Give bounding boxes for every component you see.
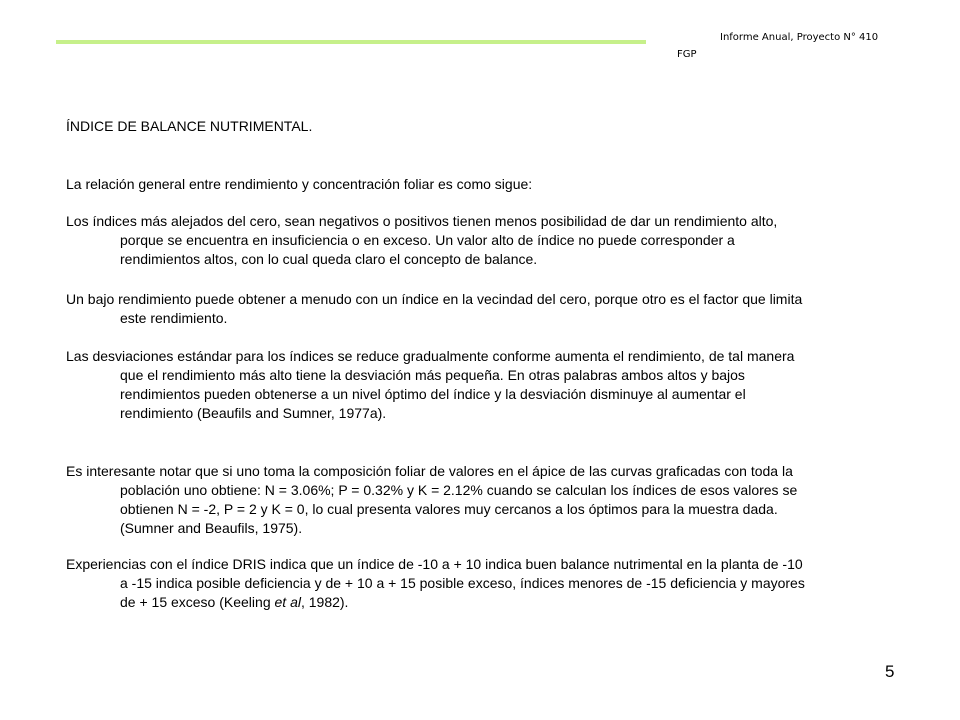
paragraph-line: a -15 indica posible deficiencia y de + 10 a + 15 posible exceso, índices menores de -15 deficiencia y mayores — [120, 575, 805, 591]
citation-et-al: et al — [274, 594, 301, 610]
paragraph-line: Las desviaciones estándar para los índices se reduce gradualmente conforme aumenta el rendimiento, de tal manera — [66, 348, 795, 364]
paragraph-line: La relación general entre rendimiento y concentración foliar es como sigue: — [66, 176, 533, 192]
organization-label: FGP — [677, 49, 697, 60]
page-number: 5 — [885, 662, 895, 681]
paragraph-line: Es interesante notar que si uno toma la composición foliar de valores en el ápice de las curvas graficadas con toda la — [66, 463, 793, 479]
paragraph-line: que el rendimiento más alto tiene la desviación más pequeña. En otras palabras ambos altos y bajos — [120, 367, 745, 383]
paragraph-line: obtienen N = -2, P = 2 y K = 0, lo cual presenta valores muy cercanos a los óptimos para la muestra dada. — [120, 501, 778, 517]
paragraph-line: rendimientos pueden obtenerse a un nivel óptimo del índice y la desviación disminuye al aumentar el — [120, 386, 746, 402]
paragraph-dris — [66, 555, 916, 612]
paragraph-indices-far — [66, 212, 916, 269]
report-title: Informe Anual, Proyecto N° 410 — [720, 32, 879, 43]
paragraph-line: Experiencias con el índice DRIS indica que un índice de -10 a + 10 indica buen balance nutrimental en la planta de -10 — [66, 556, 803, 572]
paragraph-line: este rendimiento. — [120, 310, 228, 326]
paragraph-line: rendimiento (Beaufils and Sumner, 1977a). — [120, 405, 387, 421]
header-rule — [56, 40, 646, 44]
paragraph-composition — [66, 462, 916, 538]
section-heading: ÍNDICE DE BALANCE NUTRIMENTAL. — [66, 118, 313, 134]
paragraph-line: porque se encuentra en insuficiencia o en exceso. Un valor alto de índice no puede corresponder a — [120, 232, 735, 248]
paragraph-low-yield — [66, 290, 916, 328]
paragraph-relation — [66, 175, 916, 194]
paragraph-line: Un bajo rendimiento puede obtener a menudo con un índice en la vecindad del cero, porque otro es el factor que limita — [66, 291, 803, 307]
paragraph-deviations — [66, 347, 916, 423]
paragraph-line: rendimientos altos, con lo cual queda claro el concepto de balance. — [120, 251, 538, 267]
paragraph-line: (Sumner and Beaufils, 1975). — [120, 520, 303, 536]
paragraph-line: población uno obtiene: N = 3.06%; P = 0.32% y K = 2.12% cuando se calculan los índices de esos valores se — [120, 482, 798, 498]
paragraph-line: Los índices más alejados del cero, sean negativos o positivos tienen menos posibilidad de dar un rendimiento alto, — [66, 213, 778, 229]
citation-text: de + 15 exceso (Keeling — [120, 594, 275, 610]
citation-year: , 1982). — [300, 594, 349, 610]
paragraph-line-citation — [66, 593, 916, 612]
